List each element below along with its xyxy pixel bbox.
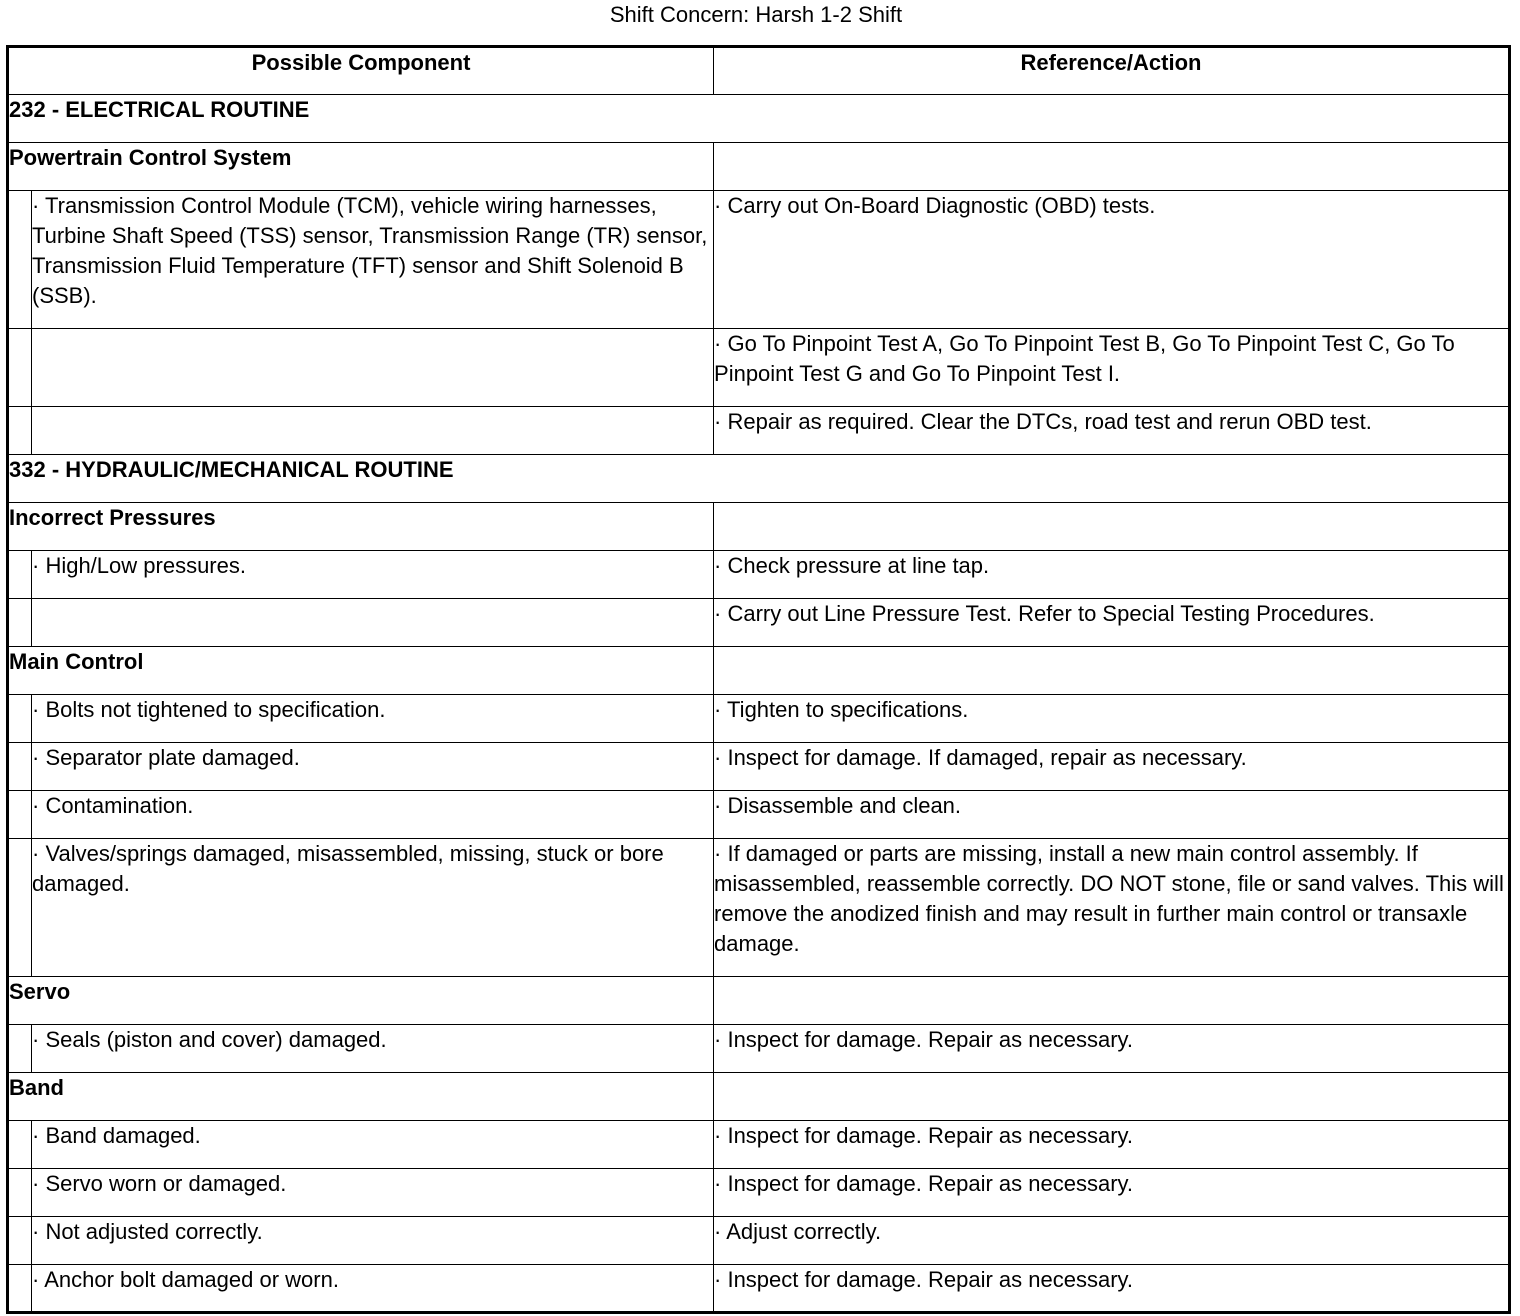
table-row [8,791,1510,839]
component-cell [32,599,714,647]
indent-cell [8,1265,32,1313]
indent-cell [8,329,32,407]
subsection-heading: Incorrect Pressures [8,503,714,551]
table-row [8,1169,1510,1217]
component-cell: · Servo worn or damaged. [32,1169,714,1217]
table-row [8,191,1510,329]
section-row [8,95,1510,143]
indent-cell [8,599,32,647]
indent-cell [8,1217,32,1265]
action-cell: · If damaged or parts are missing, install a new main control assembly. If misassembled, reassemble correctly. DO NOT stone, file or sand valves. This will remove the anodized finish and may result in further main control or transaxle damage. [714,839,1510,977]
section-heading: 332 - HYDRAULIC/MECHANICAL ROUTINE [8,455,1510,503]
subsection-heading: Powertrain Control System [8,143,714,191]
action-cell: · Adjust correctly. [714,1217,1510,1265]
empty-cell [714,143,1510,191]
indent-cell [8,839,32,977]
action-cell: · Inspect for damage. Repair as necessary. [714,1169,1510,1217]
diagnosis-table [6,45,1511,1314]
empty-cell [714,977,1510,1025]
indent-cell [8,743,32,791]
table-row [8,407,1510,455]
action-cell: · Inspect for damage. Repair as necessary. [714,1265,1510,1313]
table-row [8,599,1510,647]
subsection-row [8,1073,1510,1121]
table-row [8,1025,1510,1073]
component-cell: · Contamination. [32,791,714,839]
subsection-row [8,143,1510,191]
component-cell: · Transmission Control Module (TCM), vehicle wiring harnesses, Turbine Shaft Speed (TSS) sensor, Transmission Range (TR) sensor, Transmission Fluid Temperature (TFT) sensor and Shift Solenoid B (SSB). [32,191,714,329]
empty-cell [714,647,1510,695]
action-cell: · Carry out Line Pressure Test. Refer to Special Testing Procedures. [714,599,1510,647]
component-cell [32,329,714,407]
action-cell: · Disassemble and clean. [714,791,1510,839]
action-cell: · Inspect for damage. Repair as necessary. [714,1025,1510,1073]
action-cell: · Inspect for damage. If damaged, repair as necessary. [714,743,1510,791]
indent-cell [8,551,32,599]
action-cell: · Check pressure at line tap. [714,551,1510,599]
subsection-heading: Servo [8,977,714,1025]
component-cell: · Not adjusted correctly. [32,1217,714,1265]
component-cell: · Bolts not tightened to specification. [32,695,714,743]
table-header-row [8,47,1510,95]
column-header-component: Possible Component [8,47,714,95]
empty-cell [714,1073,1510,1121]
component-cell [32,407,714,455]
table-row [8,695,1510,743]
indent-cell [8,695,32,743]
component-cell: · Separator plate damaged. [32,743,714,791]
indent-cell [8,1025,32,1073]
component-cell: · Band damaged. [32,1121,714,1169]
subsection-heading: Main Control [8,647,714,695]
column-header-action: Reference/Action [714,47,1510,95]
subsection-heading: Band [8,1073,714,1121]
subsection-row [8,977,1510,1025]
component-cell: · High/Low pressures. [32,551,714,599]
table-row [8,329,1510,407]
component-cell: · Anchor bolt damaged or worn. [32,1265,714,1313]
action-cell: · Go To Pinpoint Test A, Go To Pinpoint Test B, Go To Pinpoint Test C, Go To Pinpoint Test G and Go To Pinpoint Test I. [714,329,1510,407]
table-row [8,551,1510,599]
component-cell: · Seals (piston and cover) damaged. [32,1025,714,1073]
indent-cell [8,791,32,839]
table-row [8,743,1510,791]
table-row [8,1217,1510,1265]
indent-cell [8,1169,32,1217]
indent-cell [8,191,32,329]
indent-cell [8,407,32,455]
section-row [8,455,1510,503]
subsection-row [8,647,1510,695]
table-row [8,839,1510,977]
subsection-row [8,503,1510,551]
action-cell: · Carry out On-Board Diagnostic (OBD) tests. [714,191,1510,329]
table-row [8,1265,1510,1313]
document-title: Shift Concern: Harsh 1-2 Shift [609,2,903,27]
indent-cell [8,1121,32,1169]
action-cell: · Repair as required. Clear the DTCs, road test and rerun OBD test. [714,407,1510,455]
action-cell: · Tighten to specifications. [714,695,1510,743]
table-row [8,1121,1510,1169]
section-heading: 232 - ELECTRICAL ROUTINE [8,95,1510,143]
action-cell: · Inspect for damage. Repair as necessary. [714,1121,1510,1169]
component-cell: · Valves/springs damaged, misassembled, missing, stuck or bore damaged. [32,839,714,977]
empty-cell [714,503,1510,551]
